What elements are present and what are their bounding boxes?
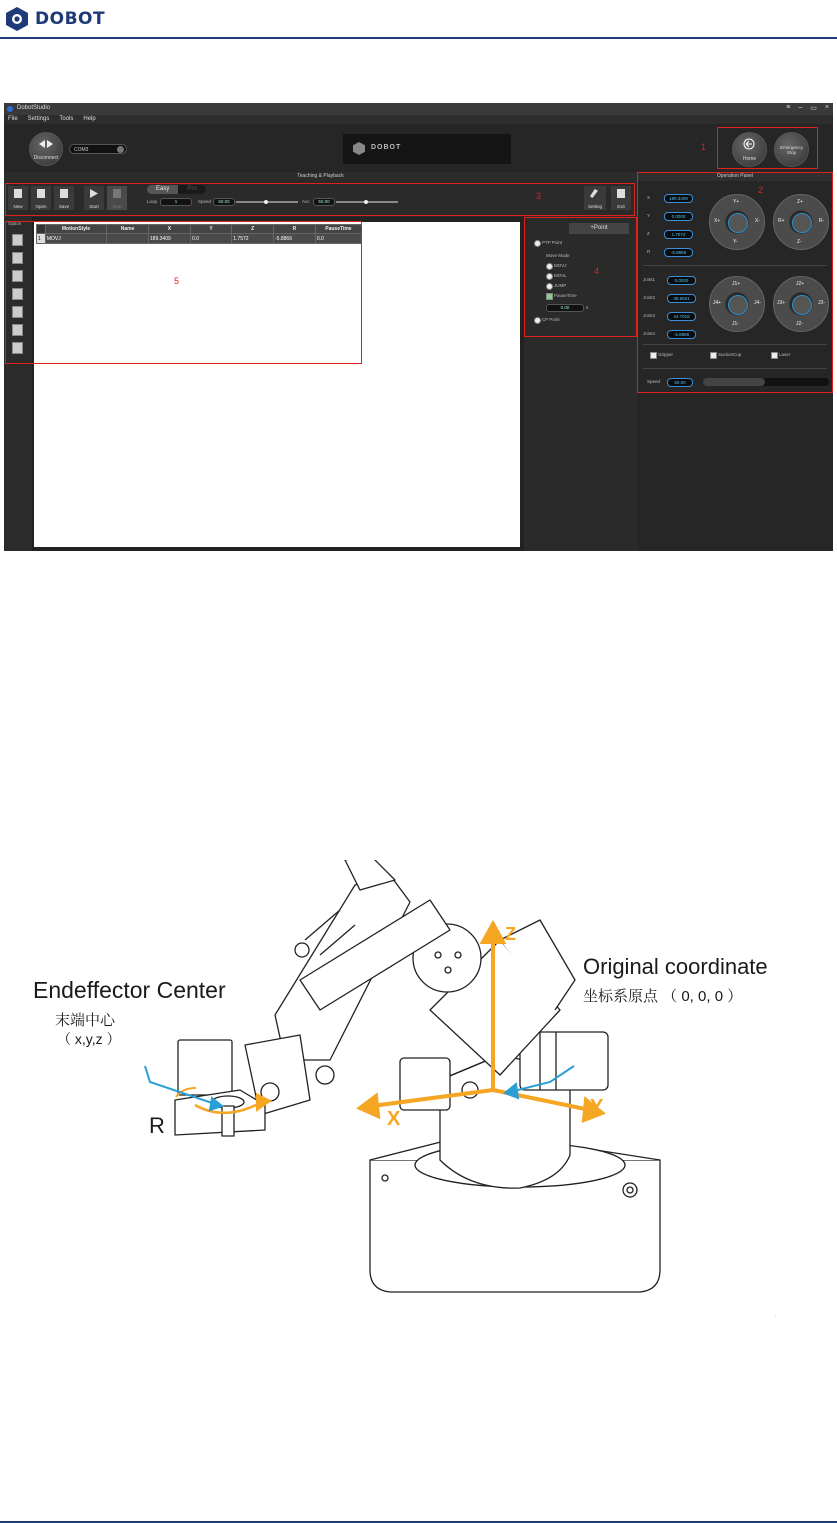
jog-j3-plus[interactable]: J3+ [777, 300, 786, 306]
col-y: Y [190, 225, 231, 234]
menu-tools[interactable]: Tools [59, 116, 74, 122]
cell-x[interactable]: 189.3409 [148, 234, 190, 244]
joint1-value: 0.0000 [667, 276, 696, 285]
speed-label: Speed [198, 199, 212, 204]
joint4-value: -5.8866 [667, 330, 696, 339]
setting-label: Setting [587, 204, 602, 209]
col-x: X [148, 225, 190, 234]
window-titlebar [4, 103, 833, 115]
coord-x-value: 189.3409 [664, 194, 693, 203]
dobot-logo [6, 7, 105, 31]
annotation-box-2 [637, 172, 833, 393]
port-select[interactable] [69, 144, 127, 154]
annotation-box-4 [524, 217, 637, 337]
home-label: Home [742, 156, 757, 162]
jog-z-plus[interactable]: Z+ [797, 199, 803, 205]
jog-x-plus[interactable]: X+ [714, 218, 721, 224]
loop-label: Loop [147, 199, 158, 204]
document-header [0, 0, 837, 40]
dobot-arm-illustration [0, 860, 837, 1300]
app-logo-banner [343, 134, 511, 164]
row-index: 1 [37, 234, 46, 244]
port-value: COM3 [74, 147, 89, 153]
connection-row [4, 124, 833, 172]
jog-x-minus[interactable]: X- [755, 218, 760, 224]
ptp-point-label: PTP Point [542, 240, 563, 245]
menu-icon[interactable]: ≡ [786, 104, 791, 111]
joint2-value: 38.6551 [667, 294, 696, 303]
coord-r-value: -5.8866 [664, 248, 693, 257]
close-icon[interactable]: × [824, 104, 829, 111]
cp-point-label: CP Point [542, 317, 560, 322]
axis-r-label: R [149, 1113, 165, 1138]
header-rule [0, 37, 837, 39]
window-controls [786, 104, 829, 112]
annotation-3: 3 [536, 191, 542, 201]
port-status-dot [117, 146, 124, 153]
cell-pausetime[interactable]: 0.0 [315, 234, 361, 244]
dobot-app-logo-icon [353, 142, 365, 155]
jog-y-plus[interactable]: Y+ [733, 199, 740, 205]
jog-j1-minus[interactable]: J1- [732, 321, 739, 327]
movj-label: MOVJ [554, 263, 567, 268]
pausetime-unit: s [586, 305, 589, 310]
option-label: Option [8, 221, 22, 226]
jog-speed-value[interactable]: 50.00 [667, 378, 693, 387]
save-label: Save [58, 204, 70, 209]
col-motionstyle: MotionStyle [45, 225, 106, 234]
dobotstudio-screenshot [4, 103, 833, 551]
jog-j1-plus[interactable]: J1+ [732, 281, 741, 287]
speed-input[interactable]: 50.00 [213, 198, 235, 206]
joint3-value: 44.7015 [667, 312, 696, 321]
jog-j4-plus[interactable]: J4+ [713, 300, 722, 306]
coord-z-value: 1.7572 [664, 230, 693, 239]
jog-j3-minus[interactable]: J3- [818, 300, 825, 306]
annotation-1: 1 [701, 142, 707, 152]
window-title: DobotStudio [17, 105, 51, 111]
menu-help[interactable]: Help [83, 116, 96, 122]
joint4-label: Joint4 [643, 331, 656, 336]
exit-label: Exit [617, 204, 625, 209]
app-icon [7, 106, 13, 112]
suctioncup-label: SuctionCup [718, 352, 742, 357]
pausetime-input[interactable]: 0.00 [546, 304, 584, 312]
col-z: Z [232, 225, 274, 234]
robot-coordinate-diagram [0, 860, 837, 1318]
annotation-5: 5 [174, 276, 180, 286]
jog-r-plus[interactable]: R+ [778, 218, 785, 224]
teaching-playback-title: Teaching & Playback [4, 172, 637, 181]
jump-label: JUMP [554, 283, 567, 288]
cell-z[interactable]: 1.7572 [232, 234, 274, 244]
cell-r[interactable]: -5.8866 [274, 234, 316, 244]
app-logo-text: DOBOT [371, 144, 402, 151]
jog-y-minus[interactable]: Y- [733, 239, 738, 245]
operation-panel-title: Operation Panel [637, 172, 833, 181]
disconnect-label: Disconnect [33, 155, 59, 161]
jog-j2-minus[interactable]: J2- [796, 321, 803, 327]
joint3-label: Joint3 [643, 313, 656, 318]
move-mode-label: Move Mode [546, 253, 570, 258]
maximize-icon[interactable]: ▭ [810, 105, 817, 112]
jog-j2-plus[interactable]: J2+ [796, 281, 805, 287]
jog-speed-label: Speed [647, 379, 661, 384]
acc-input[interactable]: 50.00 [313, 198, 335, 206]
endeffector-label-cn: 末端中心 [55, 1012, 116, 1029]
col-r: R [274, 225, 316, 234]
acc-label: Acc [302, 199, 310, 204]
annotation-4: 4 [594, 266, 600, 276]
jog-z-minus[interactable]: Z- [797, 239, 802, 245]
col-name: Name [107, 225, 149, 234]
coord-y-label: Y [647, 213, 651, 218]
movl-label: MOVL [554, 273, 567, 278]
mode-pro[interactable]: Pro [178, 185, 205, 194]
axis-x-label: X [387, 1108, 401, 1130]
menu-settings[interactable]: Settings [27, 116, 50, 122]
brand-name: DOBOT [35, 9, 106, 29]
minimize-icon[interactable]: – [798, 104, 803, 111]
loop-input[interactable]: 1 [160, 198, 192, 206]
axis-y-label: Y [590, 1096, 604, 1118]
pausetime-label: PauseTime [554, 293, 577, 298]
cell-motionstyle[interactable]: MOVJ [45, 234, 106, 244]
disconnect-button[interactable] [29, 132, 63, 166]
start-label: Start [89, 204, 99, 209]
joint1-label: Joint1 [643, 277, 656, 282]
menu-file[interactable]: File [8, 116, 18, 122]
laser-label: Laser [779, 352, 791, 357]
annotation-2: 2 [758, 185, 764, 195]
coord-x-label: X [647, 195, 651, 200]
menu-bar [4, 115, 833, 124]
open-label: Open [35, 204, 47, 209]
add-point-button[interactable]: +Point [569, 223, 629, 234]
plug-icon [39, 139, 53, 149]
coord-y-value: 0.0000 [664, 212, 693, 221]
endeffector-label-en: Endeffector Center [33, 977, 226, 1003]
stray-mark: . [775, 1312, 777, 1318]
annotation-box-5 [5, 221, 362, 364]
jog-j4-minus[interactable]: J4- [754, 300, 761, 306]
annotation-box-1 [717, 127, 818, 169]
col-pausetime: PauseTime [315, 225, 361, 234]
endeffector-label-xyz: （ x,y,z ） [57, 1031, 121, 1047]
origin-label-en: Original coordinate [583, 954, 768, 979]
jog-r-minus[interactable]: R- [818, 218, 824, 224]
mode-easy[interactable]: Easy [147, 185, 178, 194]
joint2-label: Joint2 [643, 295, 656, 300]
dobot-hex-icon [6, 7, 28, 31]
coord-r-label: R [647, 249, 651, 254]
emergency-stop-label: Emergency Stop [780, 145, 803, 155]
coord-z-label: Z [647, 231, 650, 236]
stop-label: Stop [112, 204, 122, 209]
origin-label-cn: 坐标系原点 （ 0, 0, 0 ） [583, 988, 743, 1005]
gripper-label: Gripper [658, 352, 674, 357]
new-label: New [13, 204, 23, 209]
axis-z-label: Z [505, 924, 516, 944]
cell-y[interactable]: 0.0 [190, 234, 231, 244]
